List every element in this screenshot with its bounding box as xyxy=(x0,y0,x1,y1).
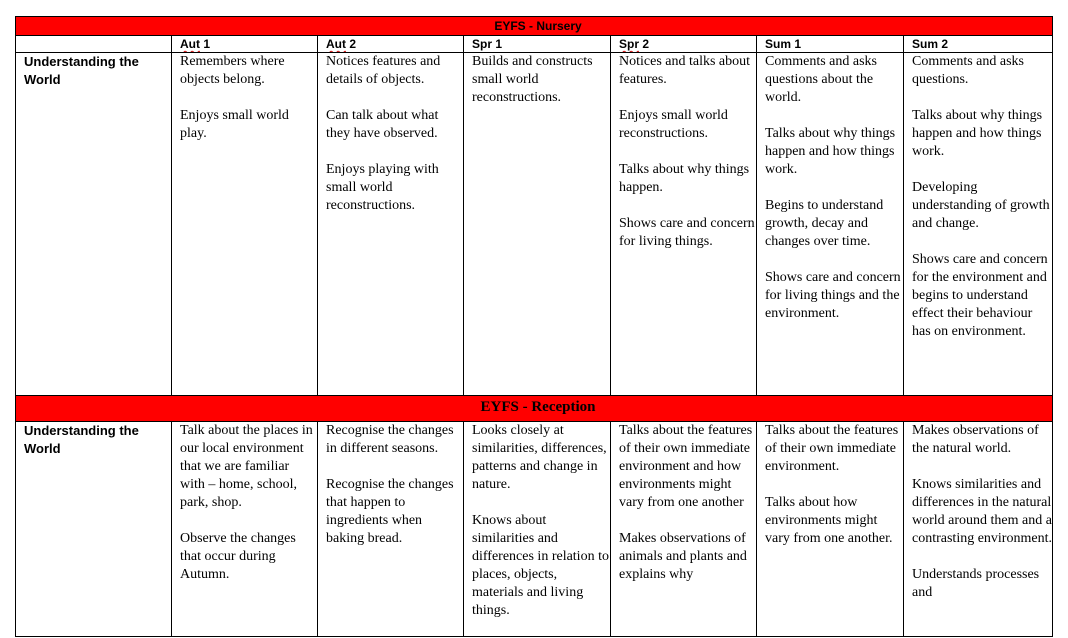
cell-paragraph: Comments and asks questions about the world. xyxy=(765,54,877,105)
reception-row xyxy=(16,422,1053,637)
cell-paragraph: Enjoys small world reconstructions. xyxy=(619,108,728,141)
cell-paragraph: Makes observations of the natural world. xyxy=(912,423,1039,456)
term-abbr: Spr xyxy=(619,37,640,51)
cell-paragraph: Shows care and concern for living things and the environment. xyxy=(765,270,901,321)
term-abbr: Sum 2 xyxy=(912,37,949,51)
cell-paragraph: Shows care and concern for the environment and begins to understand effect their behaviour has on environment. xyxy=(912,252,1048,339)
cell-paragraph: Talk about the places in our local environment that we are familiar with – home, school, park, shop. xyxy=(180,423,313,510)
cell-paragraph: Looks closely at similarities, differences, patterns and change in nature. xyxy=(472,423,607,492)
term-abbr: Sum 1 xyxy=(765,37,802,51)
term-abbr: Spr xyxy=(472,37,493,51)
cell-paragraph: Enjoys playing with small world reconstructions. xyxy=(326,162,439,213)
term-abbr: Aut xyxy=(180,37,200,51)
cell-paragraph: Recognise the changes that happen to ingredients when baking bread. xyxy=(326,477,454,546)
cell-paragraph: Notices and talks about features. xyxy=(619,54,751,87)
reception-cell-aut1 xyxy=(172,422,318,637)
cell-paragraph: Knows similarities and differences in the natural world around them and a contrasting environment. xyxy=(912,477,1052,546)
cell-paragraph: Talks about the features of their own immediate environment. xyxy=(765,423,899,474)
term-number: 2 xyxy=(639,37,650,51)
nursery-row xyxy=(16,53,1053,396)
nursery-cell-aut1 xyxy=(172,53,318,396)
reception-cell-spr1 xyxy=(464,422,611,637)
cell-paragraph: Knows about similarities and differences in relation to places, objects, materials and living things. xyxy=(472,513,609,618)
cell-paragraph: Remembers where objects belong. xyxy=(180,54,285,87)
cell-paragraph: Observe the changes that occur during Autumn. xyxy=(180,531,296,582)
cell-paragraph: Notices features and details of objects. xyxy=(326,54,441,87)
term-abbr: Aut xyxy=(326,37,346,51)
term-number: 1 xyxy=(492,37,503,51)
reception-cell-sum2 xyxy=(904,422,1053,637)
cell-paragraph: Talks about how environments might vary from one another. xyxy=(765,495,893,546)
cell-paragraph: Recognise the changes in different seasons. xyxy=(326,423,454,456)
nursery-cell-spr2 xyxy=(611,53,757,396)
term-header-spr1 xyxy=(464,36,611,53)
nursery-banner: EYFS - Nursery xyxy=(16,17,1053,36)
cell-paragraph: Begins to understand growth, decay and changes over time. xyxy=(765,198,884,249)
cell-paragraph: Talks about why things happen and how things work. xyxy=(765,126,896,177)
term-header-spr2 xyxy=(611,36,757,53)
cell-paragraph: Shows care and concern for living things. xyxy=(619,216,755,249)
term-header-row xyxy=(16,36,1053,53)
reception-cell-sum1 xyxy=(757,422,904,637)
reception-banner-row xyxy=(16,396,1053,422)
cell-paragraph: Enjoys small world play. xyxy=(180,108,289,141)
header-blank-cell xyxy=(16,36,172,53)
cell-paragraph: Talks about the features of their own immediate environment and how environments might vary from one another xyxy=(619,423,753,510)
term-header-aut1 xyxy=(172,36,318,53)
reception-cell-aut2 xyxy=(318,422,464,637)
cell-paragraph: Builds and constructs small world reconstructions. xyxy=(472,54,593,105)
cell-paragraph: Talks about why things happen and how things work. xyxy=(912,108,1043,159)
nursery-cell-sum2 xyxy=(904,53,1053,396)
cell-paragraph: Understands processes and xyxy=(912,567,1040,600)
curriculum-table xyxy=(15,16,1053,637)
term-header-aut2 xyxy=(318,36,464,53)
cell-paragraph: Comments and asks questions. xyxy=(912,54,1024,87)
nursery-cell-sum1 xyxy=(757,53,904,396)
reception-banner: EYFS - Reception xyxy=(16,396,1053,422)
nursery-cell-aut2 xyxy=(318,53,464,396)
nursery-banner-row xyxy=(16,17,1053,36)
cell-paragraph: Can talk about what they have observed. xyxy=(326,108,439,141)
term-header-sum1 xyxy=(757,36,904,53)
cell-paragraph: Talks about why things happen. xyxy=(619,162,750,195)
cell-paragraph: Makes observations of animals and plants and explains why xyxy=(619,531,747,582)
curriculum-document xyxy=(15,16,1052,637)
term-header-sum2 xyxy=(904,36,1053,53)
cell-paragraph: Developing understanding of growth and change. xyxy=(912,180,1050,231)
nursery-row-label: Understanding the World xyxy=(16,53,172,396)
nursery-cell-spr1 xyxy=(464,53,611,396)
reception-cell-spr2 xyxy=(611,422,757,637)
reception-row-label: Understanding the World xyxy=(16,422,172,637)
term-number: 2 xyxy=(346,37,357,51)
term-number: 1 xyxy=(200,37,211,51)
